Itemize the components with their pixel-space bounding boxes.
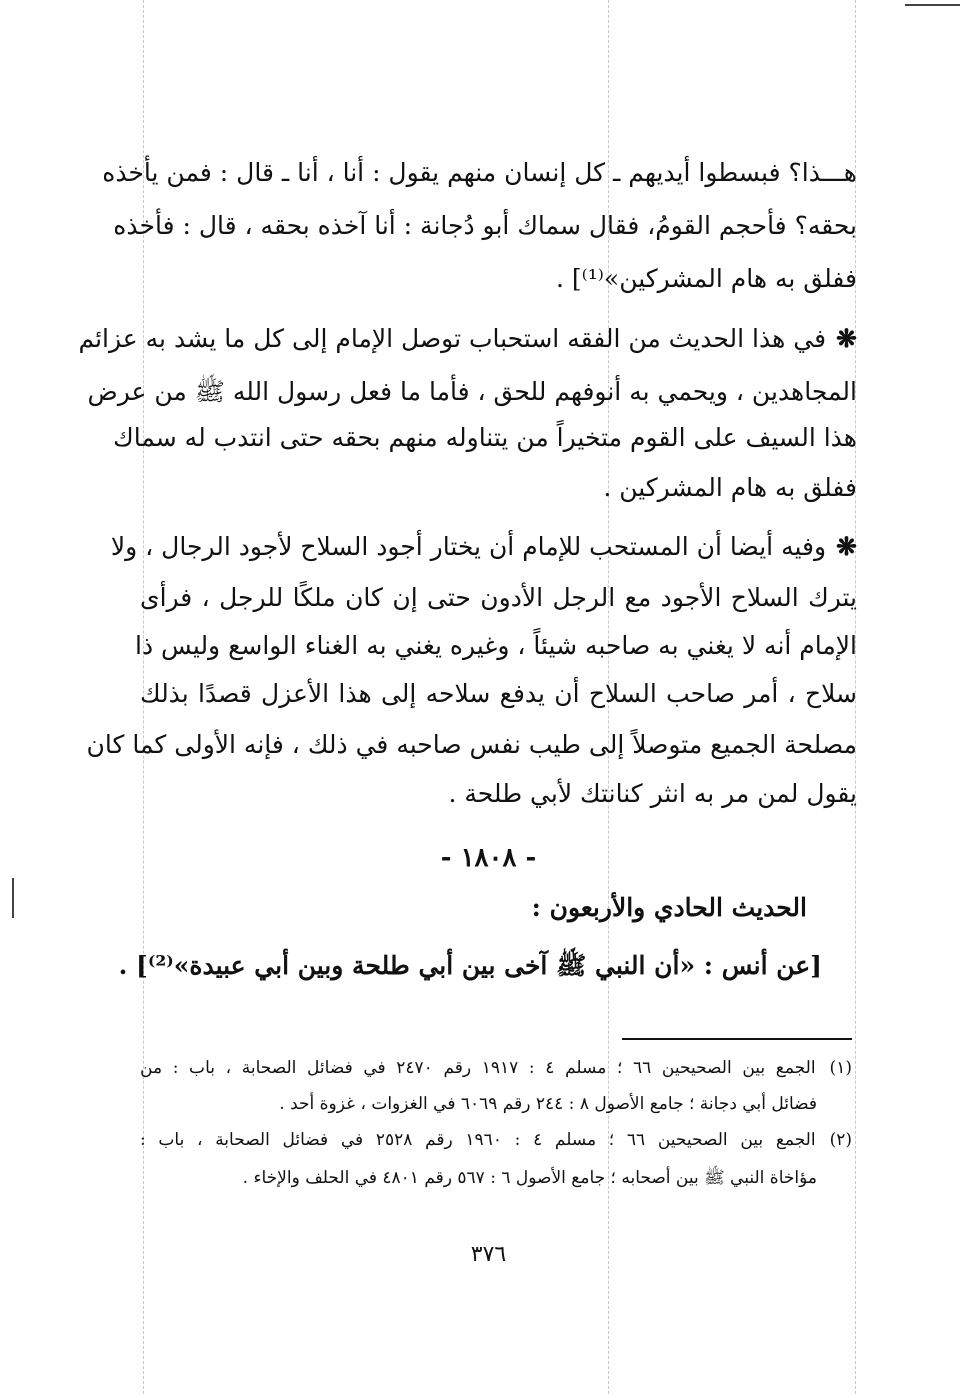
scan-edge-mark xyxy=(12,878,14,918)
footnote-number: (٢) xyxy=(829,1130,852,1150)
hadith-heading: الحديث الحادي والأربعون : xyxy=(531,893,807,922)
text-line: بحقه؟ فأحجم القومُ، فقال سماك أبو دُجانة : أنا آخذه بحقه ، قال : فأخذه xyxy=(113,211,857,240)
text-line: ففلق به هام المشركين . xyxy=(603,473,857,502)
footnote-1-continuation: فضائل أبي دجانة ؛ جامع الأصول ٨ : ٢٤٤ رقم ٦٠٦٩ في الغزوات ، غزوة أحد . xyxy=(279,1094,817,1114)
text-line: هذا السيف على القوم متخيراً من يتناوله منهم بحقه حتى انتدب له سماك xyxy=(113,423,857,452)
text-line: سلاح ، أمر صاحب السلاح أن يدفع سلاحه إلى هذا الأعزل قصدًا بذلك xyxy=(140,679,857,708)
text-line xyxy=(110,527,857,567)
text-line: الإمام أنه لا يغني به صاحبه شيئاً ، وغيره يغني به الغناء الواسع وليس ذا xyxy=(135,631,857,660)
text-line: المجاهدين ، ويحمي به أنوفهم للحق ، فأما ما فعل رسول الله ﷺ من عرض xyxy=(87,377,857,406)
footnote-text: الجمع بين الصحيحين ٦٦ ؛ مسلم ٤ : ١٩٦٠ رقم ٢٥٢٨ في فضائل الصحابة ، باب : xyxy=(140,1130,816,1150)
footnote-number: (١) xyxy=(829,1058,852,1078)
text-line: يترك السلاح الأجود مع الرجل الأدون حتى إن كان ملكًا للرجل ، فرأى xyxy=(140,583,857,612)
hadith-text: [عن أنس : «أن النبي ﷺ آخى بين أبي طلحة وبين أبي عبيدة»⁽²⁾] . xyxy=(118,951,822,980)
bullet-marker: ❋ xyxy=(836,532,857,561)
text-line: هـــذا؟ فبسطوا أيديهم ـ كل إنسان منهم يقول : أنا ، أنا ـ قال : فمن يأخذه xyxy=(102,158,857,187)
text-line: يقول لمن مر به انثر كنانتك لأبي طلحة . xyxy=(448,779,857,808)
footnote-separator xyxy=(622,1038,852,1040)
footnote-2 xyxy=(140,1124,852,1156)
scan-edge-mark xyxy=(905,4,960,6)
footnote-text: الجمع بين الصحيحين ٦٦ ؛ مسلم ٤ : ١٩١٧ رقم ٢٤٧٠ في فضائل الصحابة ، باب : من xyxy=(140,1058,816,1078)
text-line: مصلحة الجميع متوصلاً إلى طيب نفس صاحبه في ذلك ، فإنه الأولى كما كان xyxy=(86,730,857,759)
footnote-2-continuation: مؤاخاة النبي ﷺ بين أصحابه ؛ جامع الأصول ٦ : ٥٦٧ رقم ٤٨٠١ في الحلف والإخاء . xyxy=(242,1168,817,1188)
paragraph-text: وفيه أيضا أن المستحب للإمام أن يختار أجود السلاح لأجود الرجال ، ولا xyxy=(110,532,827,561)
page-number: ٣٧٦ xyxy=(470,1242,507,1267)
section-number: - ١٨٠٨ - xyxy=(440,843,537,873)
text-line: ففلق به هام المشركين»⁽¹⁾] . xyxy=(555,264,857,293)
bullet-marker: ❋ xyxy=(836,324,857,353)
paragraph-text: في هذا الحديث من الفقه استحباب توصل الإمام إلى كل ما يشد به عزائم xyxy=(78,324,827,353)
footnote-1 xyxy=(140,1052,852,1084)
text-line xyxy=(78,319,857,359)
